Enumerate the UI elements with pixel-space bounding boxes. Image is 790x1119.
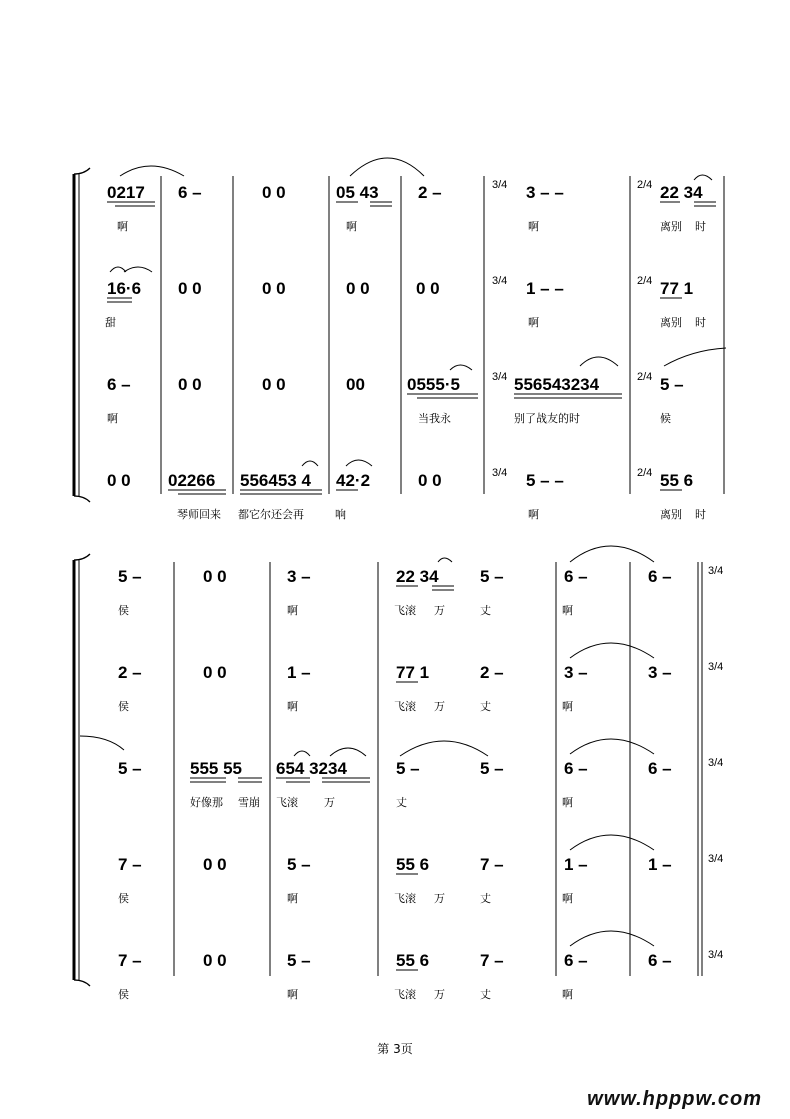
lyric: 啊 (287, 892, 298, 905)
lyric: 好像那 (190, 796, 223, 809)
lyric: 万 (434, 604, 445, 617)
time-signature: 3/4 (492, 467, 508, 479)
note-group: 5 – (480, 759, 504, 778)
lyric: 甜 (105, 316, 116, 329)
note-group: 02266 (168, 471, 216, 490)
s1-row-2 (105, 267, 706, 329)
note-group: 6 – (648, 759, 672, 778)
note-group: 0 0 (107, 471, 131, 490)
note-group: 7 – (480, 951, 504, 970)
lyric: 啊 (107, 412, 118, 425)
s1-row-4 (107, 460, 706, 521)
lyric: 丈 (480, 988, 491, 1001)
lyric: 别了战友的时 (514, 412, 580, 425)
note-group: 22 34 (396, 567, 439, 586)
lyric: 丈 (396, 796, 407, 809)
lyric: 离别 (660, 508, 682, 521)
note-group: 0217 (107, 183, 145, 202)
note-group: 77 1 (660, 279, 694, 298)
note-group: 3 – (648, 663, 672, 682)
lyric: 啊 (562, 604, 573, 617)
note-group: 0 0 (178, 375, 202, 394)
note-group: 77 1 (396, 663, 430, 682)
note-group: 0 0 (346, 279, 370, 298)
time-signature: 3/4 (708, 661, 724, 673)
note-group: 3 – (564, 663, 588, 682)
note-group: 55 6 (660, 471, 694, 490)
slurs (438, 546, 654, 562)
lyric: 啊 (528, 316, 539, 329)
lyric: 啊 (117, 220, 128, 233)
lyric: 啊 (287, 700, 298, 713)
note-group: 5 – (480, 567, 504, 586)
system-1-frame (74, 168, 724, 502)
lyric: 雪崩 (238, 796, 260, 809)
slurs (570, 835, 654, 850)
note-group: 6 – (648, 567, 672, 586)
note-group: 556543234 (514, 375, 600, 394)
note-group: 5 – – (526, 471, 564, 490)
lyric: 飞滚 (394, 892, 416, 905)
note-group: 6 – (564, 951, 588, 970)
note-group: 00 (346, 375, 365, 394)
lyric: 飞滚 (394, 988, 416, 1001)
lyric: 都它尔还会再 (238, 508, 304, 521)
lyric: 飞滚 (394, 700, 416, 713)
lyric: 飞滚 (394, 604, 416, 617)
s2-row-5 (118, 931, 723, 1001)
beams (396, 586, 454, 590)
note-group: 0 0 (178, 279, 202, 298)
slurs (80, 736, 654, 756)
note-group: 3 – – (526, 183, 564, 202)
note-group: 0 0 (203, 855, 227, 874)
note-group: 5 – (396, 759, 420, 778)
beams (107, 202, 716, 206)
s2-row-1 (118, 546, 723, 617)
note-group: 2 – (118, 663, 142, 682)
note-group: 0 0 (203, 663, 227, 682)
note-group: 0 0 (262, 183, 286, 202)
note-group: 6 – (178, 183, 202, 202)
beams (407, 394, 622, 398)
slurs (110, 267, 152, 272)
lyric: 啊 (346, 220, 357, 233)
slurs (302, 460, 372, 466)
note-group: 0 0 (418, 471, 442, 490)
note-group: 55 6 (396, 855, 430, 874)
slurs (570, 643, 654, 658)
time-signature: 3/4 (492, 371, 508, 383)
lyric: 侯 (118, 604, 129, 617)
s2-row-4 (118, 835, 723, 905)
note-group: 1 – – (526, 279, 564, 298)
lyric: 离别 (660, 220, 682, 233)
lyric: 丈 (480, 604, 491, 617)
lyric: 侯 (118, 892, 129, 905)
lyric: 啊 (528, 508, 539, 521)
note-group: 7 – (480, 855, 504, 874)
lyric: 当我永 (418, 412, 451, 425)
note-group: 6 – (564, 759, 588, 778)
note-group: 5 – (660, 375, 684, 394)
note-group: 7 – (118, 951, 142, 970)
note-group: 0 0 (262, 279, 286, 298)
slurs (570, 931, 654, 946)
note-group: 6 – (107, 375, 131, 394)
note-group: 5 – (287, 855, 311, 874)
lyric: 离别 (660, 316, 682, 329)
time-signature: 2/4 (637, 467, 653, 479)
note-group: 05 43 (336, 183, 379, 202)
note-group: 5 – (118, 759, 142, 778)
beams (168, 490, 682, 494)
time-signature: 2/4 (637, 371, 653, 383)
time-signature: 3/4 (708, 853, 724, 865)
time-signature: 2/4 (637, 275, 653, 287)
note-group: 6 – (564, 567, 588, 586)
lyric: 丈 (480, 892, 491, 905)
lyric: 候 (660, 412, 671, 425)
lyric: 时 (695, 316, 706, 329)
lyric: 啊 (287, 604, 298, 617)
time-signature: 3/4 (492, 275, 508, 287)
time-signature: 3/4 (708, 565, 724, 577)
lyric: 侯 (118, 988, 129, 1001)
note-group: 0 0 (203, 567, 227, 586)
time-signature: 3/4 (492, 179, 508, 191)
note-group: 6 – (648, 951, 672, 970)
note-group: 2 – (418, 183, 442, 202)
s2-row-3 (80, 736, 723, 809)
lyric: 万 (434, 988, 445, 1001)
time-signature: 2/4 (637, 179, 653, 191)
lyric: 琴师回来 (177, 508, 221, 521)
time-signature: 3/4 (708, 757, 724, 769)
s1-row-1 (107, 158, 716, 233)
beams (190, 778, 370, 782)
note-group: 0555·5 (407, 375, 460, 394)
lyric: 万 (434, 700, 445, 713)
lyric: 啊 (562, 892, 573, 905)
lyric: 啊 (287, 988, 298, 1001)
system-2-frame (74, 554, 702, 986)
note-group: 5 – (118, 567, 142, 586)
lyric: 万 (434, 892, 445, 905)
note-group: 0 0 (416, 279, 440, 298)
note-group: 555 55 (190, 759, 242, 778)
note-group: 1 – (648, 855, 672, 874)
lyric: 啊 (562, 796, 573, 809)
note-group: 7 – (118, 855, 142, 874)
lyric: 时 (695, 220, 706, 233)
note-group: 55 6 (396, 951, 430, 970)
note-group: 42·2 (336, 471, 371, 490)
note-group: 654 3234 (276, 759, 347, 778)
lyric: 丈 (480, 700, 491, 713)
slurs (120, 158, 712, 180)
lyric: 飞滚 (276, 796, 298, 809)
lyric: 啊 (562, 988, 573, 1001)
note-group: 3 – (287, 567, 311, 586)
note-group: 1 – (287, 663, 311, 682)
lyric: 啊 (562, 700, 573, 713)
lyric: 侯 (118, 700, 129, 713)
watermark: www.hpppw.com (587, 1088, 762, 1110)
lyric: 响 (335, 508, 346, 521)
slurs (450, 348, 726, 370)
note-group: 5 – (287, 951, 311, 970)
note-group: 22 34 (660, 183, 703, 202)
lyric: 时 (695, 508, 706, 521)
beams (107, 298, 682, 302)
s1-row-3 (107, 348, 726, 425)
note-group: 0 0 (203, 951, 227, 970)
note-group: 556453 4 (240, 471, 311, 490)
note-group: 16·6 (107, 279, 142, 298)
note-group: 2 – (480, 663, 504, 682)
lyric: 啊 (528, 220, 539, 233)
time-signature: 3/4 (708, 949, 724, 961)
s2-row-2 (118, 643, 723, 713)
note-group: 0 0 (262, 375, 286, 394)
note-group: 1 – (564, 855, 588, 874)
lyric: 万 (324, 796, 335, 809)
page-number: 第 3页 (377, 1042, 413, 1056)
